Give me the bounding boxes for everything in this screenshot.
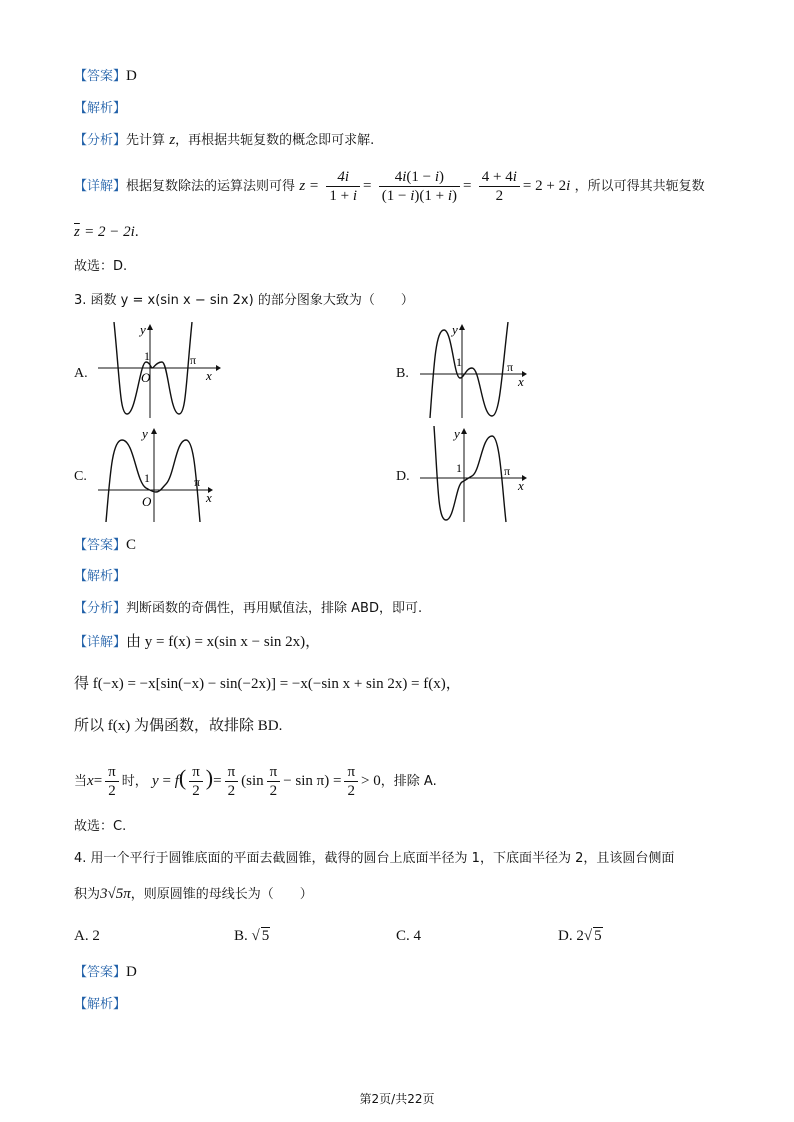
- label-pi: π: [507, 360, 514, 374]
- q2-answer-line: [74, 66, 137, 87]
- q2-choose: 故选：D.: [74, 259, 128, 274]
- curve: [430, 322, 508, 418]
- formula-z: z =: [299, 178, 320, 194]
- option-c-label: C.: [74, 469, 87, 484]
- option-b-label: B.: [396, 366, 409, 381]
- q2-fenxi-line: 【分析】先计算 z，再根据共轭复数的概念即可求解.: [74, 132, 375, 148]
- label-x: x: [518, 478, 524, 493]
- curve: [434, 426, 506, 522]
- graph-option-b: [416, 322, 546, 420]
- option-d-label: D.: [396, 469, 410, 484]
- label-one: 1: [144, 349, 150, 363]
- q4-option-b: B. √ 5: [234, 928, 270, 944]
- q4-stem-line2: 积为3√5π，则原圆锥的母线长为（ ）: [74, 886, 313, 902]
- q4-option-c: C. 4: [396, 928, 422, 944]
- graph-option-a: [94, 322, 224, 420]
- page-footer: 第2页/共22页: [359, 1092, 435, 1106]
- q3-detail-line1: 【详解】由 y = f(x) = x(sin x − sin 2x)，: [74, 634, 321, 650]
- label-x: x: [206, 368, 212, 383]
- label-origin: O: [142, 494, 152, 509]
- q3-choose: 故选：C.: [74, 819, 127, 834]
- q3-detail-line2: 得 f(−x) = −x[sin(−x) − sin(−2x)] = −x(−sin x + sin 2x) = f(x)，: [74, 676, 461, 692]
- q4-analysis-tag: 【解析】: [74, 997, 127, 1012]
- q3-fenxi-line: 【分析】判断函数的奇偶性，再用赋值法，排除 ABD，即可.: [74, 601, 423, 616]
- q2-conj-line: $\overline{z} = 2 - 2i$.: [74, 224, 139, 240]
- q4-option-a: A. 2: [74, 928, 100, 944]
- label-pi: π: [504, 464, 511, 478]
- q4-answer-line: 【答案】D: [74, 964, 137, 980]
- q3-detail-line4: 当x= $\frac{\pi}{2}$ 时， y = f( $\frac{\pi}{2}$ )= $\frac{\pi}{2}$ (sin $\frac{\pi}{2}$ − sin π) = $\frac{\pi}{2}$ > 0，排除 A.: [74, 764, 437, 799]
- label-y: y: [452, 322, 458, 337]
- label-y: y: [142, 426, 148, 441]
- answer-value: D: [126, 68, 137, 84]
- frac-2: $\frac{4i(1 - i)}{(1 - i)(1 + i)}$: [379, 168, 460, 205]
- q4-stem-line1: 4. 用一个平行于圆锥底面的平面去截圆锥，截得的圆台上底面半径为 1，下底面半径为 2，且该圆台侧面: [74, 851, 675, 866]
- label-pi: π: [194, 475, 201, 489]
- graph-option-c: [94, 426, 224, 524]
- q2-analysis-tag: 【解析】: [74, 101, 127, 116]
- label-one: 1: [456, 461, 462, 475]
- label-one: 1: [144, 471, 150, 485]
- label-one: 1: [456, 355, 462, 369]
- answer-tag: 【答案】: [74, 69, 127, 84]
- label-x: x: [206, 490, 212, 505]
- label-pi: π: [190, 353, 197, 367]
- curve: [106, 440, 200, 522]
- q3-analysis-tag: 【解析】: [74, 569, 127, 584]
- q2-detail-line: 【详解】根据复数除法的运算法则可得 z = $\frac{4i}{1 + i}$ = $\frac{4i(1 - i)}{(1 - i)(1 + i)}$ = $\frac{4 + 4i}{2}$ = 2 + 2i ，所以可得其共轭复数: [74, 169, 705, 204]
- q3-detail-line3: 所以 f(x) 为偶函数，故排除 BD.: [74, 718, 283, 734]
- graph-option-d: [416, 426, 546, 524]
- q4-option-d: D. 2√ 5: [558, 928, 602, 944]
- label-x: x: [518, 374, 524, 389]
- label-origin: O: [141, 370, 151, 385]
- lateral-area-value: 3√5π: [100, 886, 131, 902]
- label-y: y: [140, 322, 146, 337]
- frac-3: $\frac{4 + 4i}{2}$: [479, 168, 520, 205]
- q3-answer-line: 【答案】C: [74, 537, 137, 553]
- q3-stem: 3. 函数 y = x(sin x − sin 2x) 的部分图象大致为（ ）: [74, 293, 414, 308]
- frac-1: $\frac{4i}{1 + i}$: [326, 168, 360, 205]
- option-a-label: A.: [74, 366, 88, 381]
- label-y: y: [454, 426, 460, 441]
